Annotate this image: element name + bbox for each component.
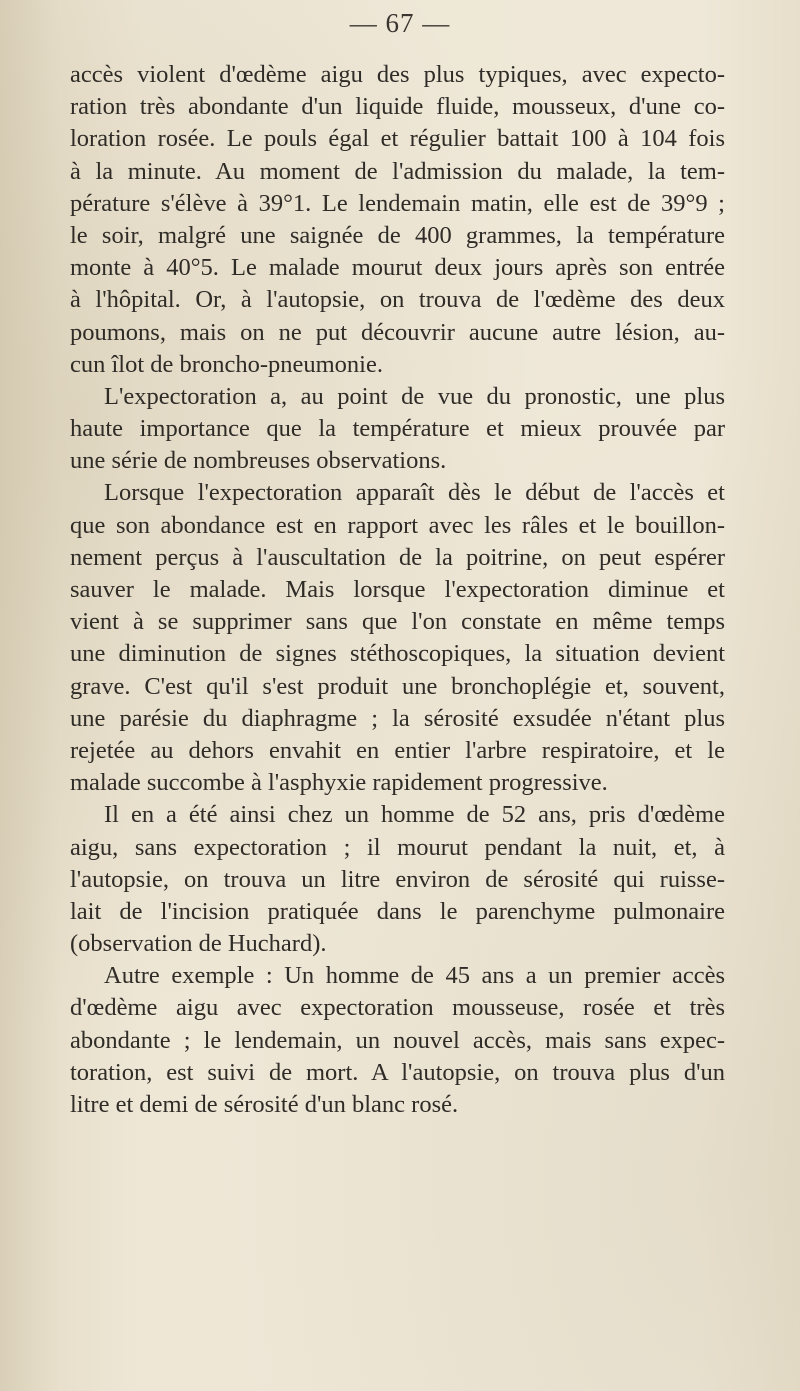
page-number: — 67 — bbox=[349, 8, 451, 38]
text-line: une série de nombreuses observations. bbox=[70, 447, 447, 475]
text-line: pérature s'élève à 39°1. Le lendemain matin, elle est de 39°9 ; bbox=[70, 189, 725, 217]
text-line: ration très abondante d'un liquide fluide, mousseux, d'une co- bbox=[70, 93, 725, 121]
text-line: nement perçus à l'auscultation de la poitrine, on peut espérer bbox=[70, 543, 725, 571]
paragraph bbox=[70, 477, 725, 799]
text-line: L'expectoration a, au point de vue du pronostic, une plus bbox=[104, 382, 725, 410]
text-line: poumons, mais on ne put découvrir aucune autre lésion, au- bbox=[70, 318, 725, 346]
text-line: le soir, malgré une saignée de 400 grammes, la température bbox=[70, 221, 725, 249]
body-text bbox=[70, 59, 725, 1121]
text-line: d'œdème aigu avec expectoration mousseuse, rosée et très bbox=[70, 994, 725, 1022]
text-line: vient à se supprimer sans que l'on constate en même temps bbox=[70, 608, 725, 636]
text-line: loration rosée. Le pouls égal et régulier battait 100 à 104 fois bbox=[70, 125, 725, 153]
text-line: à la minute. Au moment de l'admission du malade, la tem- bbox=[70, 157, 725, 185]
text-line: Autre exemple : Un homme de 45 ans a un premier accès bbox=[104, 962, 725, 990]
text-line: l'autopsie, on trouva un litre environ de sérosité qui ruisse- bbox=[70, 865, 725, 893]
text-line: lait de l'incision pratiquée dans le parenchyme pulmonaire bbox=[70, 897, 725, 925]
text-line: une diminution de signes stéthoscopiques, la situation devient bbox=[70, 640, 725, 668]
text-line: Lorsque l'expectoration apparaît dès le début de l'accès et bbox=[104, 479, 725, 507]
text-line: accès violent d'œdème aigu des plus typiques, avec expecto- bbox=[70, 61, 725, 88]
paragraph bbox=[70, 59, 725, 381]
text-line: malade succombe à l'asphyxie rapidement progressive. bbox=[70, 769, 608, 797]
text-line: que son abondance est en rapport avec les râles et le bouillon- bbox=[70, 511, 725, 539]
text-line: (observation de Huchard). bbox=[70, 930, 327, 958]
text-line: grave. C'est qu'il s'est produit une bronchoplégie et, souvent, bbox=[70, 672, 725, 700]
text-line: toration, est suivi de mort. A l'autopsie, on trouva plus d'un bbox=[70, 1058, 725, 1086]
text-line: litre et demi de sérosité d'un blanc rosé. bbox=[70, 1091, 459, 1118]
text-line: aigu, sans expectoration ; il mourut pendant la nuit, et, à bbox=[70, 833, 725, 861]
text-line: haute importance que la température et mieux prouvée par bbox=[70, 415, 725, 443]
text-line: abondante ; le lendemain, un nouvel accès, mais sans expec- bbox=[70, 1026, 725, 1054]
paragraph bbox=[70, 960, 725, 1121]
text-line: à l'hôpital. Or, à l'autopsie, on trouva de l'œdème des deux bbox=[70, 286, 725, 314]
paragraph bbox=[70, 381, 725, 478]
text-line: monte à 40°5. Le malade mourut deux jours après son entrée bbox=[70, 254, 725, 282]
text-line: Il en a été ainsi chez un homme de 52 ans, pris d'œdème bbox=[104, 801, 725, 829]
text-line: cun îlot de broncho-pneumonie. bbox=[70, 350, 383, 378]
text-line: rejetée au dehors envahit en entier l'arbre respiratoire, et le bbox=[70, 736, 725, 764]
paragraph bbox=[70, 799, 725, 960]
text-line: sauver le malade. Mais lorsque l'expectoration diminue et bbox=[70, 576, 725, 603]
text-line: une parésie du diaphragme ; la sérosité exsudée n'étant plus bbox=[70, 704, 725, 732]
